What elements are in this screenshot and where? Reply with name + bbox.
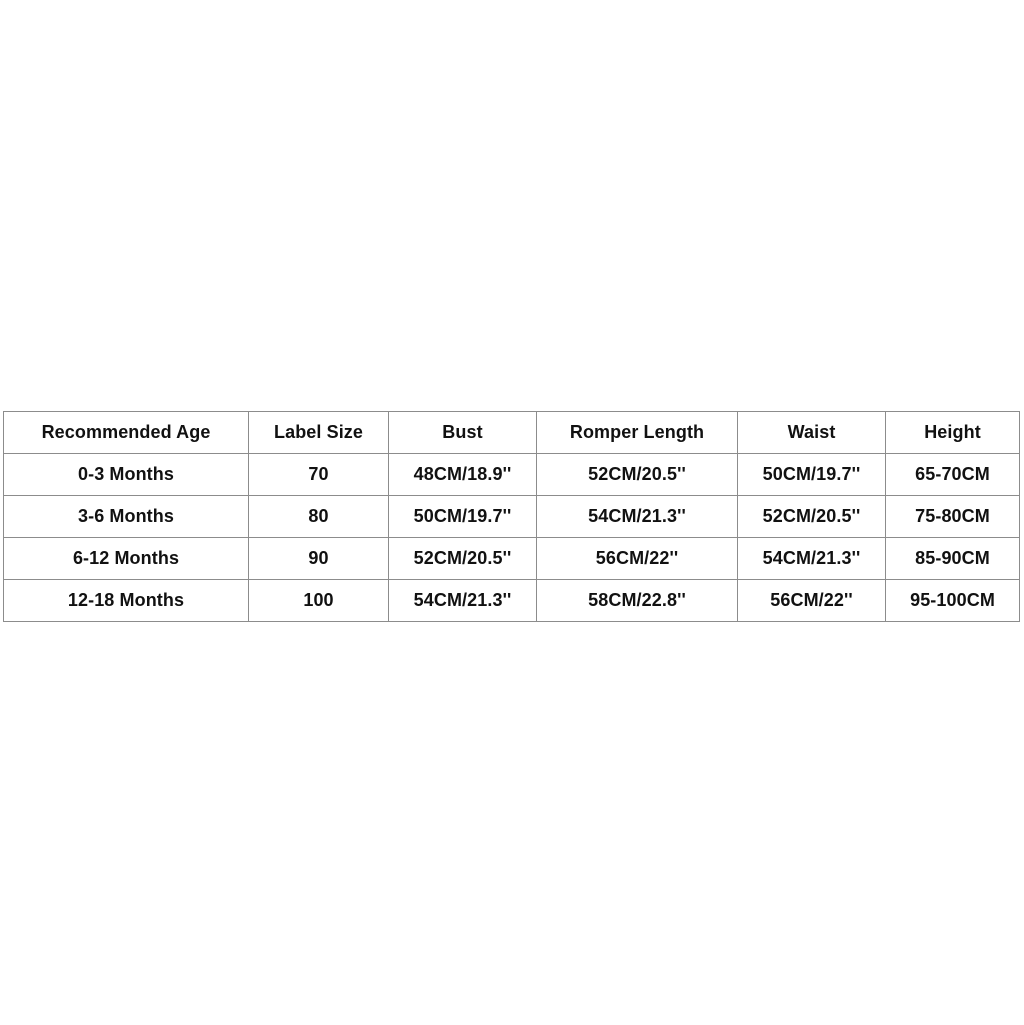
cell-waist: 54CM/21.3'' [738,538,886,580]
table-row [4,454,1020,496]
cell-waist: 56CM/22'' [738,580,886,622]
table-row [4,496,1020,538]
column-header-recommended-age: Recommended Age [4,412,249,454]
column-header-romper-length: Romper Length [537,412,738,454]
cell-waist: 50CM/19.7'' [738,454,886,496]
size-chart-table [3,411,1020,622]
cell-waist: 52CM/20.5'' [738,496,886,538]
cell-label-size: 80 [249,496,389,538]
column-header-height: Height [886,412,1020,454]
cell-height: 65-70CM [886,454,1020,496]
cell-bust: 54CM/21.3'' [389,580,537,622]
column-header-label-size: Label Size [249,412,389,454]
table-row [4,538,1020,580]
cell-romper-length: 52CM/20.5'' [537,454,738,496]
cell-recommended-age: 12-18 Months [4,580,249,622]
cell-bust: 50CM/19.7'' [389,496,537,538]
cell-label-size: 90 [249,538,389,580]
column-header-bust: Bust [389,412,537,454]
table-header-row [4,412,1020,454]
cell-recommended-age: 0-3 Months [4,454,249,496]
cell-romper-length: 56CM/22'' [537,538,738,580]
cell-height: 85-90CM [886,538,1020,580]
table-row [4,580,1020,622]
cell-recommended-age: 3-6 Months [4,496,249,538]
cell-bust: 52CM/20.5'' [389,538,537,580]
cell-bust: 48CM/18.9'' [389,454,537,496]
cell-height: 75-80CM [886,496,1020,538]
cell-recommended-age: 6-12 Months [4,538,249,580]
cell-romper-length: 54CM/21.3'' [537,496,738,538]
cell-height: 95-100CM [886,580,1020,622]
cell-label-size: 70 [249,454,389,496]
cell-label-size: 100 [249,580,389,622]
column-header-waist: Waist [738,412,886,454]
cell-romper-length: 58CM/22.8'' [537,580,738,622]
